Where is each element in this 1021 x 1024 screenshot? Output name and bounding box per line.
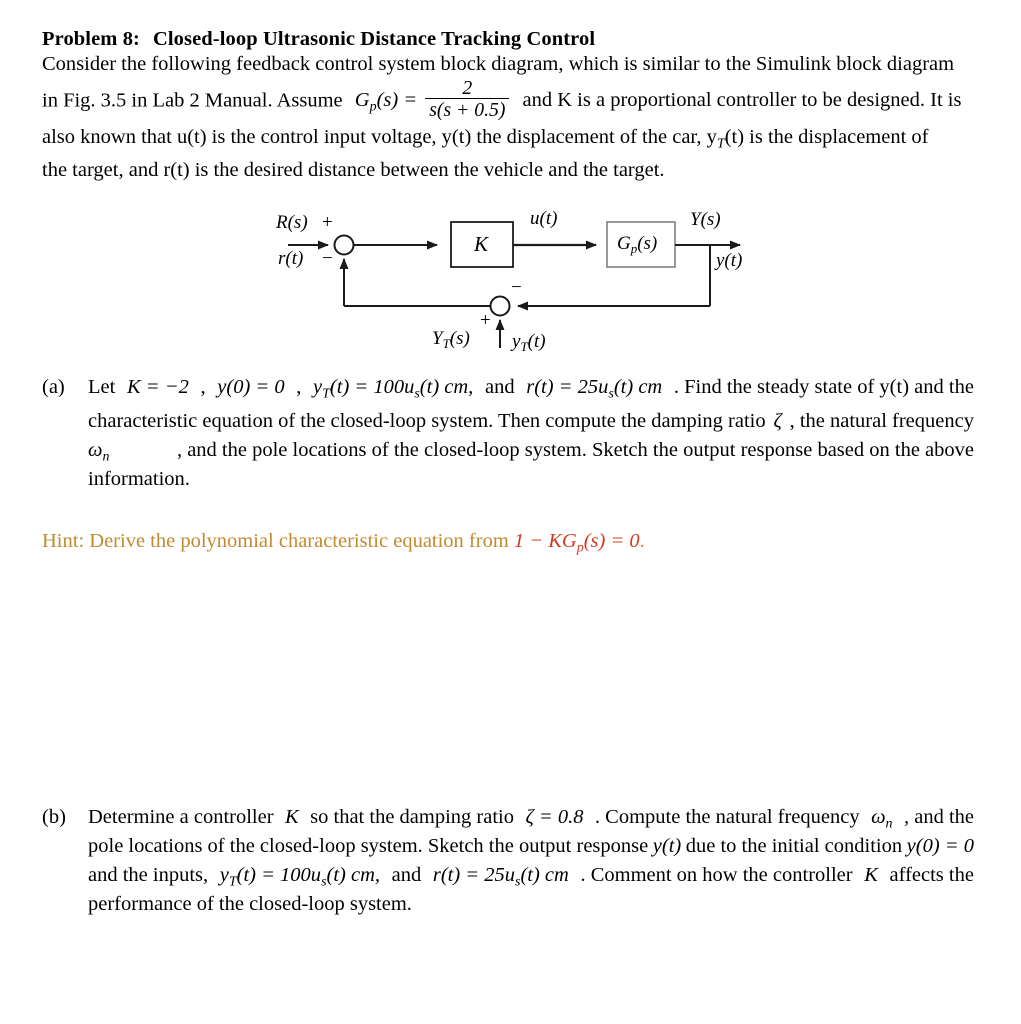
qb-k-symbol-2: K <box>864 864 878 886</box>
label-control-signal: u(t) <box>530 208 558 229</box>
label-input-laplace: R(s) <box>276 212 308 233</box>
intro-paragraph <box>42 51 974 185</box>
qb-line2-pre: pole locations of the closed-loop system. Sketch the output response <box>88 835 649 857</box>
sum1-minus-sign: − <box>322 248 333 269</box>
sum1-plus-sign: + <box>322 212 333 233</box>
qb-output-symbol: y(t) <box>652 835 682 857</box>
qb-reference-input: $r(t) = 25u_s(t)$ cm <box>432 864 569 890</box>
qb-and: and <box>391 864 422 886</box>
qa-omega-n-symbol: $\omega_n$ <box>88 439 110 465</box>
summing-junction-2 <box>491 297 510 316</box>
controller-block-label: K <box>474 232 489 256</box>
qb-line2-mid: due to the initial condition <box>685 835 903 857</box>
question-b-label: (b) <box>42 806 66 828</box>
label-output-laplace: Y(s) <box>690 209 721 230</box>
qa-let: Let <box>88 376 116 398</box>
qb-line1-post: . Compute the natural frequency <box>594 806 860 828</box>
label-target-time: $y_T(t)$ <box>512 331 546 355</box>
qa-target-input: $y_T(t) = 100u_s(t)$ cm, <box>313 376 474 402</box>
question-b-line-3 <box>88 861 974 890</box>
qb-initial-condition: y(0) = 0 <box>906 835 974 857</box>
question-b-line-4: performance of the closed-loop system. <box>88 893 412 915</box>
qa-line2-post: , the natural frequency <box>789 410 974 432</box>
problem-title-text: Closed-loop Ultrasonic Distance Tracking Control <box>152 28 596 50</box>
qb-line3-mid: . Comment on how the controller <box>580 864 853 886</box>
yt-subscript: T <box>716 135 725 151</box>
qa-reference-input: $r(t) = 25u_s(t)$ cm <box>526 376 663 402</box>
qb-line1-pre: Determine a controller <box>88 806 274 828</box>
qa-and: and <box>484 376 515 398</box>
hint-text: Hint: Derive the polynomial characteristic equation from <box>42 530 509 552</box>
qb-line3-pre: and the inputs, <box>88 864 209 886</box>
qb-line1-tail: , and the <box>903 806 974 828</box>
label-input-time: r(t) <box>278 248 304 269</box>
question-b-body <box>88 803 974 919</box>
question-a-line-4: information. <box>88 468 190 490</box>
page-title <box>42 28 595 51</box>
qa-comma2: , <box>296 376 302 398</box>
question-a-line-3 <box>88 436 974 465</box>
qa-line2-pre: characteristic equation of the closed-loop system. Then compute the damping ratio <box>88 410 766 432</box>
qb-line3-post: affects the <box>889 864 974 886</box>
intro-line-4: the target, and r(t) is the desired distance between the vehicle and the target. <box>42 159 665 182</box>
fraction-numerator: 2 <box>462 76 473 99</box>
question-a-body <box>88 373 974 494</box>
question-b-line-1 <box>88 803 974 832</box>
question-a-line-1 <box>88 373 974 407</box>
qb-line1-mid: so that the damping ratio <box>310 806 514 828</box>
qa-k-value: K = −2 <box>126 376 189 398</box>
qb-target-input: $y_T(t) = 100u_s(t)$ cm, <box>219 864 381 890</box>
qa-initial-condition: y(0) = 0 <box>217 376 285 398</box>
question-b <box>42 803 974 919</box>
qa-zeta-symbol: ζ <box>773 410 782 432</box>
gp-symbol: $G_p(s)$ = <box>354 88 418 115</box>
qb-k-symbol: K <box>285 806 299 828</box>
fraction-denominator: s(s + 0.5) <box>425 98 509 123</box>
qa-comma1: , <box>200 376 206 398</box>
hint-line <box>42 530 645 556</box>
qb-omega-n-symbol: $\omega_n$ <box>871 806 893 832</box>
feedback-control-block-diagram <box>0 200 1021 365</box>
label-target-laplace: $Y_T(s)$ <box>432 328 470 352</box>
summing-junction-1 <box>335 236 354 255</box>
sum2-plus-sign: + <box>480 310 491 331</box>
question-b-line-2 <box>88 832 974 861</box>
question-a-line-2 <box>88 407 974 436</box>
intro-line-2-tail: and K is a proportional controller to be designed. It is <box>522 88 962 111</box>
intro-line-3 <box>42 124 974 158</box>
intro-line-3-tail: (t) is the displacement of <box>724 125 929 148</box>
intro-line-2-lead: in Fig. 3.5 in Lab 2 Manual. Assume <box>42 88 343 111</box>
qa-line1-rest: . Find the steady state of y(t) and the <box>673 376 974 398</box>
intro-line-1: Consider the following feedback control system block diagram, which is similar to the Simulink block diagram <box>42 53 955 75</box>
qa-line3-post: , and the pole locations of the closed-loop system. Sketch the output response based on the above <box>176 439 974 461</box>
gp-transfer-function-fraction <box>425 78 509 123</box>
sum2-minus-sign: − <box>511 277 522 298</box>
qb-zeta-value: ζ = 0.8 <box>525 806 584 828</box>
label-output-time: y(t) <box>716 250 743 271</box>
problem-number: Problem 8: <box>42 28 140 50</box>
hint-equation: $1 - KG_p(s) = 0$ <box>513 530 640 556</box>
intro-line-2 <box>42 76 974 122</box>
intro-line-3-text: also known that u(t) is the control input voltage, y(t) the displacement of the car, y <box>42 125 717 148</box>
question-a <box>42 373 974 494</box>
question-a-label: (a) <box>42 376 65 398</box>
hint-period: . <box>639 530 645 552</box>
plant-block-label: $G_p(s)$ <box>617 233 658 257</box>
